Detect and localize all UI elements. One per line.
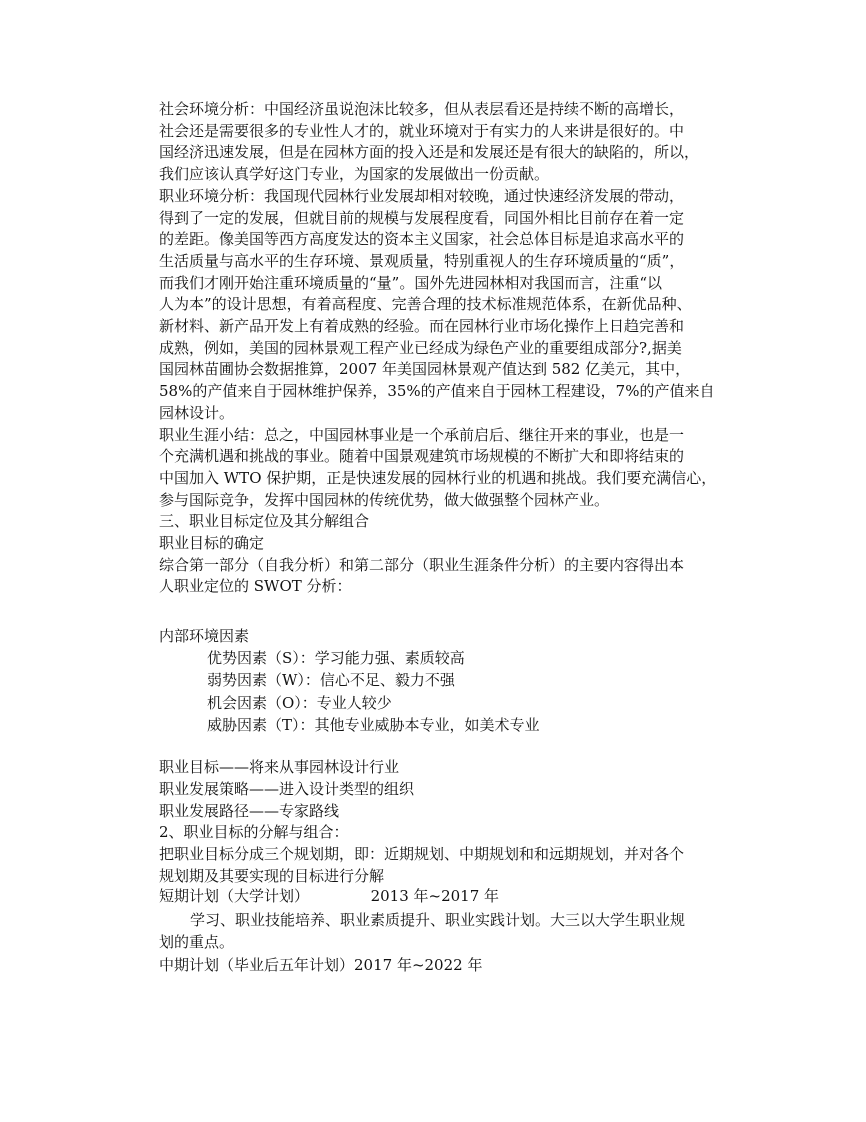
swot-item: 弱势因素（W）：信心不足、毅力不强 [207, 671, 455, 690]
swot-item: 优势因素（S）：学习能力强、素质较高 [207, 649, 465, 667]
goal-line: 把职业目标分成三个规划期，即：近期规划、中期规划和和远期规划，并对各个 [159, 845, 685, 864]
paragraph-line: 职业生涯小结：总之，中国园林事业是一个承前启后、继往开来的事业，也是一 [159, 425, 685, 444]
paragraph-line: 成熟，例如，美国的园林景观工程产业已经成为绿色产业的重要组成部分?,据美 [159, 338, 682, 357]
short-term-desc-2: 划的重点。 [159, 933, 235, 951]
paragraph-line: 个充满机遇和挑战的事业。随着中国景观建筑市场规模的不断扩大和即将结束的 [159, 447, 685, 466]
paragraph-line: 我们应该认真学好这门专业，为国家的发展做出一份贡献。 [159, 165, 550, 184]
paragraph-line: 三、职业目标定位及其分解组合 [159, 512, 370, 531]
swot-item: 威胁因素（T）：其他专业威胁本专业，如美术专业 [207, 715, 540, 734]
paragraph-line: 参与国际竞争，发挥中国园林的传统优势，做大做强整个园林产业。 [159, 490, 610, 509]
paragraph-line: 职业环境分析：我国现代园林行业发展却相对较晚，通过快速经济发展的带动， [159, 186, 685, 205]
paragraph-line: 社会还是需要很多的专业性人才的，就业环境对于有实力的人来讲是很好的。中 [159, 121, 685, 140]
paragraph-line: 国经济迅速发展，但是在园林方面的投入还是和发展还是有很大的缺陷的，所以， [159, 143, 700, 162]
mid-term-line: 中期计划（毕业后五年计划）2017 年~2022 年 [159, 956, 483, 974]
paragraph-line: 园林设计。 [159, 403, 235, 422]
short-term-years: 2013 年~2017 年 [370, 887, 500, 905]
paragraph-line: 人为本”的设计思想，有着高程度、完善合理的技术标准规范体系，在新优品种、 [159, 295, 692, 314]
paragraph-line: 得到了一定的发展，但就目前的规模与发展程度看，同国外相比目前存在着一定 [159, 208, 685, 227]
paragraph-line: 社会环境分析：中国经济虽说泡沫比较多，但从表层看还是持续不断的高增长， [159, 100, 685, 118]
paragraph-line: 中国加入 WTO 保护期，正是快速发展的园林行业的机遇和挑战。我们要充满信心， [159, 468, 717, 487]
goal-line: 职业发展策略——进入设计类型的组织 [159, 779, 415, 798]
goal-line: 2、职业目标的分解与组合： [159, 823, 349, 842]
paragraph-line: 人职业定位的 SWOT 分析： [159, 577, 352, 596]
swot-item: 机会因素（O）：专业人较少 [207, 693, 392, 712]
paragraph-line: 国园林苗圃协会数据推算，2007 年美国园林景观产值达到 582 亿美元，其中， [159, 360, 691, 379]
swot-heading: 内部环境因素 [159, 627, 250, 645]
short-term-row [159, 885, 499, 907]
goal-line: 职业目标——将来从事园林设计行业 [159, 758, 400, 776]
paragraph-line: 的差距。像美国等西方高度发达的资本主义国家，社会总体目标是追求高水平的 [159, 230, 685, 249]
short-term-desc-1: 学习、职业技能培养、职业素质提升、职业实践计划。大三以大学生职业规 [190, 911, 686, 929]
paragraph-line: 综合第一部分（自我分析）和第二部分（职业生涯条件分析）的主要内容得出本 [159, 555, 685, 574]
short-term-label: 短期计划（大学计划） [159, 887, 310, 905]
paragraph-line: 而我们才刚开始注重环境质量的“量”。国外先进园林相对我国而言，注重“以 [159, 273, 663, 292]
paragraph-line: 58%的产值来自于园林维护保养，35%的产值来自于园林工程建设，7%的产值来自 [159, 382, 715, 401]
paragraph-line: 新材料、新产品开发上有着成熟的经验。而在园林行业市场化操作上日趋完善和 [159, 317, 685, 335]
paragraph-line: 生活质量与高水平的生存环境、景观质量，特别重视人的生存环境质量的“质”， [159, 251, 685, 270]
goal-line: 规划期及其要实现的目标进行分解 [159, 867, 385, 885]
goal-line: 职业发展路径——专家路线 [159, 801, 340, 820]
paragraph-line: 职业目标的确定 [159, 534, 265, 552]
